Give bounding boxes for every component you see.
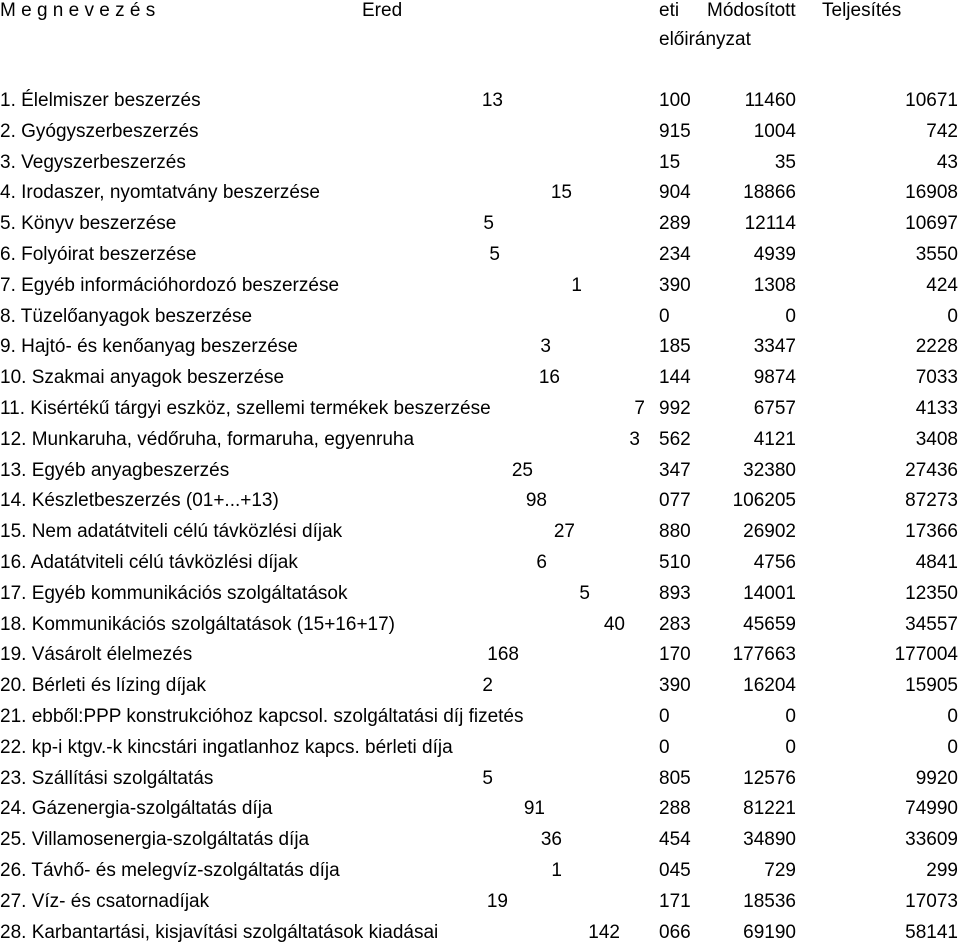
row-ered-value: 7 xyxy=(634,398,645,419)
row-label: 5. Könyv beszerzése xyxy=(0,213,177,234)
row-modositott-value: 0 xyxy=(785,306,796,327)
row-eti-value: 170 xyxy=(659,644,691,665)
row-teljesites-value: 10697 xyxy=(905,213,958,234)
row-modositott-value: 12114 xyxy=(744,213,796,234)
row-modositott-value: 18866 xyxy=(743,182,796,203)
row-eti-value: 0 xyxy=(659,306,670,327)
row-label: 12. Munkaruha, védőruha, formaruha, egyenruha xyxy=(0,429,415,450)
row-teljesites-value: 17073 xyxy=(905,891,958,912)
row-ered-value: 25 xyxy=(511,460,533,481)
row-label: 11. Kisértékű tárgyi eszköz, szellemi termékek beszerzése xyxy=(0,398,491,419)
row-teljesites-value: 34557 xyxy=(905,614,958,635)
row-modositott-value: 69190 xyxy=(743,922,796,943)
row-label: 14. Készletbeszerzés (01+...+13) xyxy=(0,490,279,511)
row-modositott-value: 9874 xyxy=(753,367,796,388)
row-ered-value: 36 xyxy=(540,829,562,850)
row-label: 15. Nem adatátviteli célú távközlési díjak xyxy=(0,521,343,542)
row-eti-value: 077 xyxy=(659,490,691,511)
row-teljesites-value: 17366 xyxy=(905,521,958,542)
row-teljesites-value: 10671 xyxy=(905,90,958,111)
row-ered-value: 5 xyxy=(489,244,500,265)
row-teljesites-value: 87273 xyxy=(905,490,958,511)
row-eti-value: 0 xyxy=(659,706,670,727)
row-ered-value: 13 xyxy=(481,90,503,111)
row-label: 20. Bérleti és lízing díjak xyxy=(0,675,206,696)
row-teljesites-value: 33609 xyxy=(905,829,958,850)
row-label: 18. Kommunikációs szolgáltatások (15+16+17) xyxy=(0,614,396,635)
row-label: 7. Egyéb információhordozó beszerzése xyxy=(0,275,340,296)
row-eti-value: 893 xyxy=(659,583,691,604)
row-modositott-value: 6757 xyxy=(753,398,796,419)
row-eti-value: 234 xyxy=(659,244,691,265)
row-modositott-value: 45659 xyxy=(743,614,796,635)
row-modositott-value: 1004 xyxy=(753,121,796,142)
row-modositott-value: 81221 xyxy=(743,798,796,819)
row-ered-value: 5 xyxy=(482,768,493,789)
row-teljesites-value: 177004 xyxy=(894,644,958,665)
row-teljesites-value: 0 xyxy=(947,306,958,327)
row-modositott-value: 12576 xyxy=(743,768,796,789)
row-eti-value: 288 xyxy=(659,798,691,819)
row-modositott-value: 16204 xyxy=(743,675,796,696)
row-modositott-value: 35 xyxy=(774,152,796,173)
header-teljesites: Teljesítés xyxy=(822,0,902,21)
row-eti-value: 185 xyxy=(659,336,691,357)
row-eti-value: 805 xyxy=(659,768,691,789)
row-ered-value: 142 xyxy=(588,922,620,943)
row-eti-value: 390 xyxy=(659,675,691,696)
row-teljesites-value: 3550 xyxy=(915,244,958,265)
row-label: 10. Szakmai anyagok beszerzése xyxy=(0,367,285,388)
row-label: 23. Szállítási szolgáltatás xyxy=(0,768,214,789)
row-ered-value: 19 xyxy=(486,891,508,912)
row-ered-value: 40 xyxy=(603,614,625,635)
row-teljesites-value: 12350 xyxy=(905,583,958,604)
row-eti-value: 171 xyxy=(659,891,691,912)
row-label: 22. kp-i ktgv.-k kincstári ingatlanhoz kapcs. bérleti díja xyxy=(0,737,453,758)
row-modositott-value: 0 xyxy=(785,737,796,758)
row-label: 1. Élelmiszer beszerzés xyxy=(0,90,201,111)
row-ered-value: 91 xyxy=(523,798,545,819)
row-modositott-value: 34890 xyxy=(743,829,796,850)
row-ered-value: 6 xyxy=(536,552,547,573)
row-label: 26. Távhő- és melegvíz-szolgáltatás díja xyxy=(0,860,340,881)
row-ered-value: 98 xyxy=(525,490,547,511)
header-ered: Ered xyxy=(362,0,403,21)
row-ered-value: 3 xyxy=(629,429,640,450)
row-label: 28. Karbantartási, kisjavítási szolgáltatások kiadásai xyxy=(0,922,439,943)
row-teljesites-value: 2228 xyxy=(915,336,958,357)
row-ered-value: 1 xyxy=(571,275,582,296)
row-eti-value: 045 xyxy=(659,860,691,881)
header-name: M e g n e v e z é s xyxy=(0,0,156,21)
row-teljesites-value: 0 xyxy=(947,706,958,727)
row-ered-value: 27 xyxy=(553,521,575,542)
row-teljesites-value: 43 xyxy=(936,152,958,173)
row-eti-value: 880 xyxy=(659,521,691,542)
row-ered-value: 2 xyxy=(482,675,493,696)
row-eti-value: 454 xyxy=(659,829,691,850)
row-label: 4. Irodaszer, nyomtatvány beszerzése xyxy=(0,182,320,203)
row-label: 3. Vegyszerbeszerzés xyxy=(0,152,186,173)
row-label: 27. Víz- és csatornadíjak xyxy=(0,891,210,912)
row-ered-value: 15 xyxy=(550,182,572,203)
row-eti-value: 510 xyxy=(659,552,691,573)
row-modositott-value: 26902 xyxy=(743,521,796,542)
row-teljesites-value: 16908 xyxy=(905,182,958,203)
row-modositott-value: 4939 xyxy=(753,244,796,265)
row-eti-value: 283 xyxy=(659,614,691,635)
row-modositott-value: 106205 xyxy=(732,490,796,511)
row-ered-value: 5 xyxy=(579,583,590,604)
row-teljesites-value: 0 xyxy=(947,737,958,758)
row-teljesites-value: 4841 xyxy=(915,552,958,573)
row-label: 21. ebből:PPP konstrukcióhoz kapcsol. szolgáltatási díj fizetés xyxy=(0,706,524,727)
row-label: 17. Egyéb kommunikációs szolgáltatások xyxy=(0,583,348,604)
row-modositott-value: 11460 xyxy=(744,90,796,111)
row-modositott-value: 32380 xyxy=(743,460,796,481)
row-modositott-value: 4121 xyxy=(753,429,796,450)
row-eti-value: 562 xyxy=(659,429,691,450)
row-ered-value: 5 xyxy=(483,213,494,234)
row-eti-value: 390 xyxy=(659,275,691,296)
row-eti-value: 100 xyxy=(659,90,691,111)
row-eti-value: 904 xyxy=(659,182,691,203)
row-modositott-value: 177663 xyxy=(732,644,796,665)
row-teljesites-value: 7033 xyxy=(915,367,958,388)
row-modositott-value: 18536 xyxy=(743,891,796,912)
row-eti-value: 0 xyxy=(659,737,670,758)
row-teljesites-value: 27436 xyxy=(905,460,958,481)
row-eti-value: 347 xyxy=(659,460,691,481)
row-modositott-value: 4756 xyxy=(753,552,796,573)
header-eti: eti xyxy=(659,0,680,21)
row-label: 19. Vásárolt élelmezés xyxy=(0,644,193,665)
row-teljesites-value: 4133 xyxy=(915,398,958,419)
row-ered-value: 168 xyxy=(487,644,519,665)
row-label: 8. Tüzelőanyagok beszerzése xyxy=(0,306,253,327)
row-label: 24. Gázenergia-szolgáltatás díja xyxy=(0,798,273,819)
row-label: 25. Villamosenergia-szolgáltatás díja xyxy=(0,829,310,850)
row-eti-value: 066 xyxy=(659,922,691,943)
row-label: 13. Egyéb anyagbeszerzés xyxy=(0,460,230,481)
row-teljesites-value: 15905 xyxy=(905,675,958,696)
row-label: 6. Folyóirat beszerzése xyxy=(0,244,197,265)
row-modositott-value: 14001 xyxy=(743,583,796,604)
row-eti-value: 289 xyxy=(659,213,691,234)
row-teljesites-value: 3408 xyxy=(915,429,958,450)
row-label: 16. Adatátviteli célú távközlési díjak xyxy=(0,552,298,573)
row-eti-value: 915 xyxy=(659,121,691,142)
row-modositott-value: 729 xyxy=(764,860,796,881)
row-eti-value: 144 xyxy=(659,367,691,388)
row-label: 2. Gyógyszerbeszerzés xyxy=(0,121,199,142)
row-ered-value: 1 xyxy=(551,860,562,881)
row-teljesites-value: 58141 xyxy=(905,922,958,943)
row-ered-value: 3 xyxy=(540,336,551,357)
row-teljesites-value: 9920 xyxy=(915,768,958,789)
row-modositott-value: 1308 xyxy=(753,275,796,296)
row-label: 9. Hajtó- és kenőanyag beszerzése xyxy=(0,336,298,357)
row-teljesites-value: 742 xyxy=(926,121,958,142)
row-modositott-value: 3347 xyxy=(753,336,796,357)
row-teljesites-value: 424 xyxy=(926,275,958,296)
row-teljesites-value: 299 xyxy=(926,860,958,881)
row-eti-value: 992 xyxy=(659,398,691,419)
row-modositott-value: 0 xyxy=(785,706,796,727)
row-eti-value: 15 xyxy=(659,152,681,173)
header-eloiranyzat: előirányzat xyxy=(659,29,751,50)
row-ered-value: 16 xyxy=(538,367,560,388)
header-modositott: Módosított xyxy=(707,0,796,21)
row-teljesites-value: 74990 xyxy=(905,798,958,819)
